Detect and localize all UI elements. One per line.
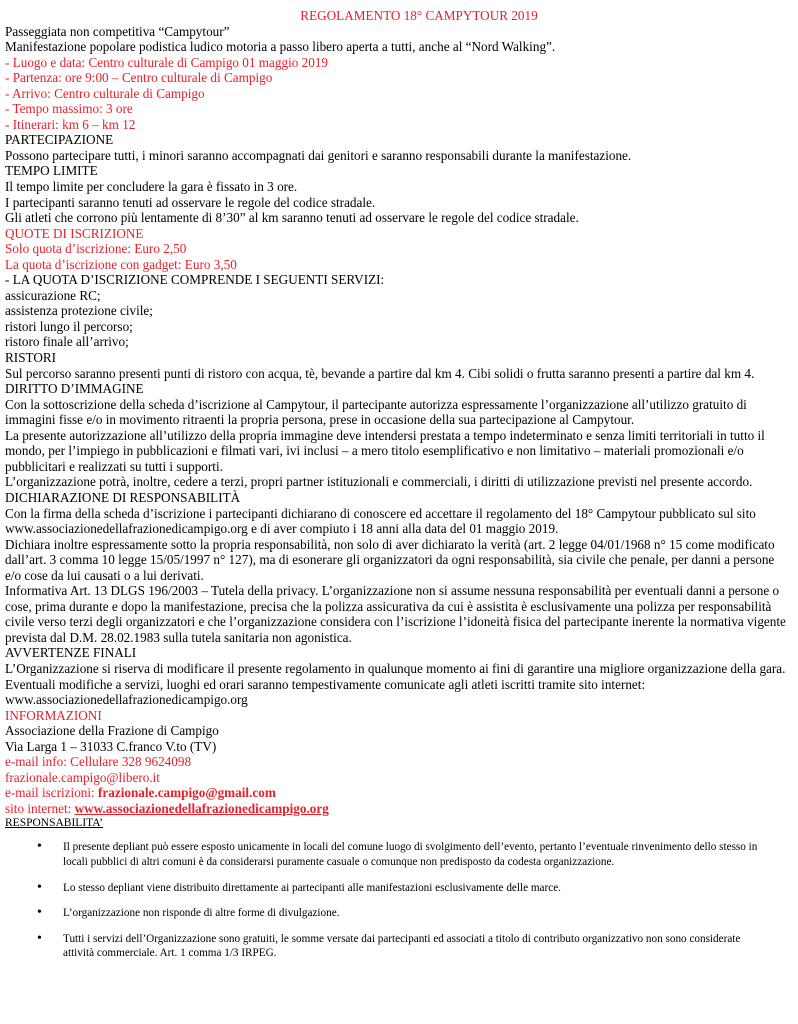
immagine-paragraph: Con la sottoscrizione della scheda d’iscrizione al Campytour, il partecipante autorizza espressamente l’organizzazione all’utilizzo gratuito di immagini fisse e/o in movimento ritraenti la propria persona, prese in occasione della sua partecipazione al Campytour. (5, 396, 747, 428)
quota-gadget: La quota d’iscrizione con gadget: Euro 3,50 (5, 256, 237, 272)
bullet-icon: • (37, 905, 42, 921)
responsabilita-list (5, 840, 793, 961)
servizio-item: assicurazione RC; (5, 287, 101, 303)
tempo-line: I partecipanti saranno tenuti ad osservare le regole del codice stradale. (5, 194, 376, 210)
intro-item: - Luogo e data: Centro culturale di Campigo 01 maggio 2019 (5, 54, 329, 70)
intro-item: - Tempo massimo: 3 ore (5, 101, 133, 117)
intro-line-2: Manifestazione popolare podistica ludico motoria a passo libero aperta a tutti, anche al “Nord Walking”. (5, 39, 556, 55)
info-sito (5, 801, 793, 817)
list-item-text: Tutti i servizi dell’Organizzazione sono gratuiti, le somme versate dai partecipanti ed associati a titolo di contributo organizzativo non sono considerate attività commerciale. Art. 1 comma 1/3 IRPEG. (63, 932, 741, 960)
list-item-text: Lo stesso depliant viene distribuito direttamente ai partecipanti alle manifestazioni esclusivamente delle marce. (63, 881, 561, 894)
avvertenze-paragraph: Eventuali modifiche a servizi, luoghi ed orari saranno tempestivamente comunicate agli atleti iscritti tramite sito internet: www.associazionedellafrazionedicampigo.org (5, 676, 646, 708)
list-item-text: L’organizzazione non risponde di altre forme di divulgazione. (63, 907, 340, 920)
ristori-text: Sul percorso saranno presenti punti di ristoro con acqua, tè, bevande a partire dal km 4. Cibi solidi o frutta saranno presenti a partire dal km 4. (5, 365, 755, 381)
dichiarazione-paragraph: Informativa Art. 13 DLGS 196/2003 – Tutela della privacy. L’organizzazione non si assume nessuna responsabilità per eventuali danni a persone o cose, prima durante e dopo la manifestazione, precisa che la polizza assicurativa da cui è assistita è esclusivamente una polizza per responsabilità civile verso terzi degli organizzatori e che l’organizzazione considera con l’iscrizione l’idoneità fisica del partecipante inerente la normativa vigente prevista dal D.M. 28.02.1983 sulla tutela sanitaria non agonistica. (5, 583, 786, 645)
email-iscrizioni-link[interactable]: frazionale.campigo@gmail.com (98, 785, 276, 801)
list-item (5, 906, 763, 921)
info-address: Via Larga 1 – 31033 C.franco V.to (TV) (5, 738, 217, 754)
email-iscrizioni-label: e-mail iscrizioni: (5, 785, 99, 801)
immagine-paragraph: La presente autorizzazione all’utilizzo della propria immagine deve intendersi prestata a tempo indeterminato e senza limiti territoriali in tutto il mondo, per l’impiego in pubblicazioni e filmati vari, ivi inclusi – a mero titolo esemplificativo e non limitativo – materiali promozionali e/o pubblicitari e realizzati su tutti i supporti. (5, 427, 765, 474)
heading-dichiarazione: DICHIARAZIONE DI RESPONSABILITÀ (5, 489, 241, 505)
intro-line-1: Passeggiata non competitiva “Campytour” (5, 23, 230, 39)
sito-link[interactable]: www.associazionedellafrazionedicampigo.org (74, 800, 329, 816)
heading-partecipazione: PARTECIPAZIONE (5, 132, 114, 148)
quota-solo: Solo quota d’iscrizione: Euro 2,50 (5, 241, 187, 257)
immagine-paragraph: L’organizzazione potrà, inoltre, cedere a terzi, propri partner istituzionali e commerciali, i diritti di utilizzazione previsti nel presente accordo. (5, 474, 753, 490)
sito-label: sito internet: (5, 800, 75, 816)
dichiarazione-paragraph: Con la firma della scheda d’iscrizione i partecipanti dichiarano di conoscere ed accettare il regolamento del 18° Campytour pubblicato sul sito www.associazionedellafrazionedicampigo.org e di aver compiuto i 18 anni alla data del 01 maggio 2019. (5, 505, 756, 537)
list-item (5, 881, 763, 896)
tempo-line: Il tempo limite per concludere la gara è fissato in 3 ore. (5, 179, 298, 195)
heading-informazioni: INFORMAZIONI (5, 707, 102, 723)
bullet-icon: • (37, 839, 42, 855)
intro-item: - Partenza: ore 9:00 – Centro culturale di Campigo (5, 70, 273, 86)
info-email-libero[interactable]: frazionale.campigo@libero.it (5, 769, 160, 785)
heading-diritto-immagine: DIRITTO D’IMMAGINE (5, 381, 144, 397)
servizio-item: ristori lungo il percorso; (5, 318, 133, 334)
tempo-line: Gli atleti che corrono più lentamente di 8’30” al km saranno tenuti ad osservare le regole del codice stradale. (5, 210, 579, 226)
heading-tempo-limite: TEMPO LIMITE (5, 163, 98, 179)
dichiarazione-paragraph: Dichiara inoltre espressamente sotto la propria responsabilità, non solo di aver dichiarato la verità (art. 2 legge 04/01/1968 n° 15 come modificato dall’art. 3 comma 10 legge 15/05/1997 n° 127), ma di esonerare gli organizzatori da ogni responsabilità, sia civile che penale, per danni a persone e/o cose da lui causati o a lui derivati. (5, 536, 775, 583)
document (5, 8, 793, 972)
servizio-item: ristoro finale all’arrivo; (5, 334, 129, 350)
intro-item: - Arrivo: Centro culturale di Campigo (5, 85, 205, 101)
list-item-text: Il presente depliant può essere esposto unicamente in locali del comune luogo di svolgimento dell’evento, pertanto l’eventuale rinvenimento dello stesso in locali pubblici di altri comuni è da considerarsi puramente casuale o comunque non predisposto da codesta organizzazione. (63, 841, 758, 869)
info-phone: e-mail info: Cellulare 328 9624098 (5, 754, 192, 770)
servizio-item: assistenza protezione civile; (5, 303, 153, 319)
bullet-icon: • (37, 879, 42, 895)
servizi-title: - LA QUOTA D’ISCRIZIONE COMPRENDE I SEGUENTI SERVIZI: (5, 272, 385, 288)
avvertenze-paragraph: L’Organizzazione si riserva di modificare il presente regolamento in qualunque momento ai fini di garantire una migliore organizzazione della gara. (5, 660, 786, 676)
heading-quote: QUOTE DI ISCRIZIONE (5, 225, 144, 241)
list-item (5, 932, 763, 961)
bullet-icon: • (37, 930, 42, 946)
heading-avvertenze: AVVERTENZE FINALI (5, 645, 137, 661)
info-org: Associazione della Frazione di Campigo (5, 723, 219, 739)
intro-item: - Itinerari: km 6 – km 12 (5, 116, 136, 132)
list-item (5, 840, 763, 869)
partecipazione-text: Possono partecipare tutti, i minori saranno accompagnati dai genitori e saranno responsabili durante la manifestazione. (5, 147, 632, 163)
heading-responsabilita: RESPONSABILITA’ (5, 817, 104, 830)
document-title: REGOLAMENTO 18° CAMPYTOUR 2019 (300, 8, 538, 23)
info-email-iscrizioni (5, 785, 793, 801)
heading-ristori: RISTORI (5, 350, 57, 366)
